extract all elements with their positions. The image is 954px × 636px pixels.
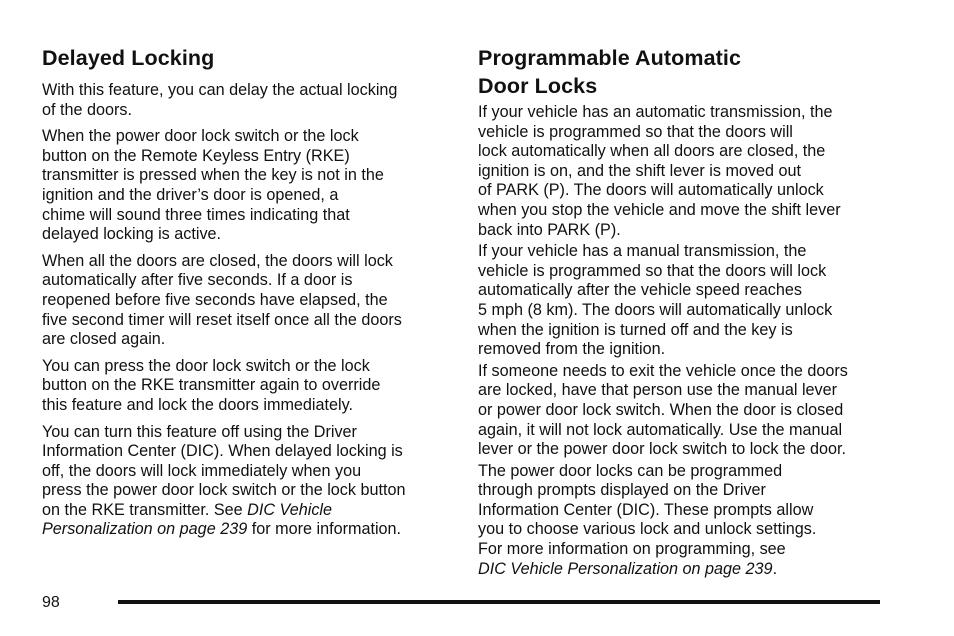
- footer-rule: [118, 600, 880, 604]
- paragraph: If your vehicle has an automatic transmission, the vehicle is programmed so that the doors will lock automatically when all doors are closed, the ignition is on, and the shift lever is moved out of PARK (P). The doors will automatically unlock when you stop the vehicle and move the shift lever back into PARK (P).: [478, 103, 841, 239]
- paragraph: If your vehicle has a manual transmission, the vehicle is programmed so that the doors will lock automatically after the vehicle speed reaches 5 mph (8 km). The doors will automatically unlock when the ignition is turned off and the key is removed from the ignition.: [478, 242, 833, 359]
- cross-reference: DIC Vehicle Personalization on page 239: [478, 559, 773, 578]
- page-number: 98: [42, 594, 60, 611]
- paragraph-with-reference: [478, 462, 888, 580]
- paragraph: You can press the door lock switch or the lock button on the RKE transmitter again to override this feature and lock the doors immediately.: [42, 356, 381, 414]
- right-column: [478, 44, 888, 581]
- cross-reference: DIC Vehicle Personalization on page 239: [42, 500, 333, 539]
- paragraph: If someone needs to exit the vehicle once the doors are locked, have that person use the manual lever or power door lock switch. When the door is closed again, it will not lock automatically. Use the manual lever or the power door lock switch to lock the door.: [478, 361, 848, 459]
- paragraph-text: You can turn this feature off using the Driver Information Center (DIC). When delayed locking is off, the doors will lock immediately when you press the power door lock switch or the lock button on the RKE transmitter. See: [42, 422, 406, 519]
- paragraph: When all the doors are closed, the doors will lock automatically after five seconds. If a door is reopened before five seconds have elapsed, the five second timer will reset itself once all the doors are closed again.: [42, 251, 402, 349]
- section-heading-programmable-door-locks: Programmable Automatic Door Locks: [478, 46, 742, 98]
- paragraph: When the power door lock switch or the lock button on the Remote Keyless Entry (RKE) transmitter is pressed when the key is not in the ignition and the driver’s door is opened, a chime will sound three times indicating that delayed locking is active.: [42, 127, 384, 244]
- paragraph-with-reference: [42, 423, 452, 541]
- paragraph-text: The power door locks can be programmed through prompts displayed on the Driver Information Center (DIC). These prompts allow you to choose various lock and unlock settings. For more information on programming, see: [478, 461, 817, 559]
- paragraph: With this feature, you can delay the actual locking of the doors.: [42, 81, 398, 119]
- paragraph-suffix: .: [772, 559, 778, 578]
- paragraph-suffix: for more information.: [247, 520, 402, 539]
- left-column: [42, 44, 452, 547]
- section-heading-delayed-locking: Delayed Locking: [42, 46, 215, 70]
